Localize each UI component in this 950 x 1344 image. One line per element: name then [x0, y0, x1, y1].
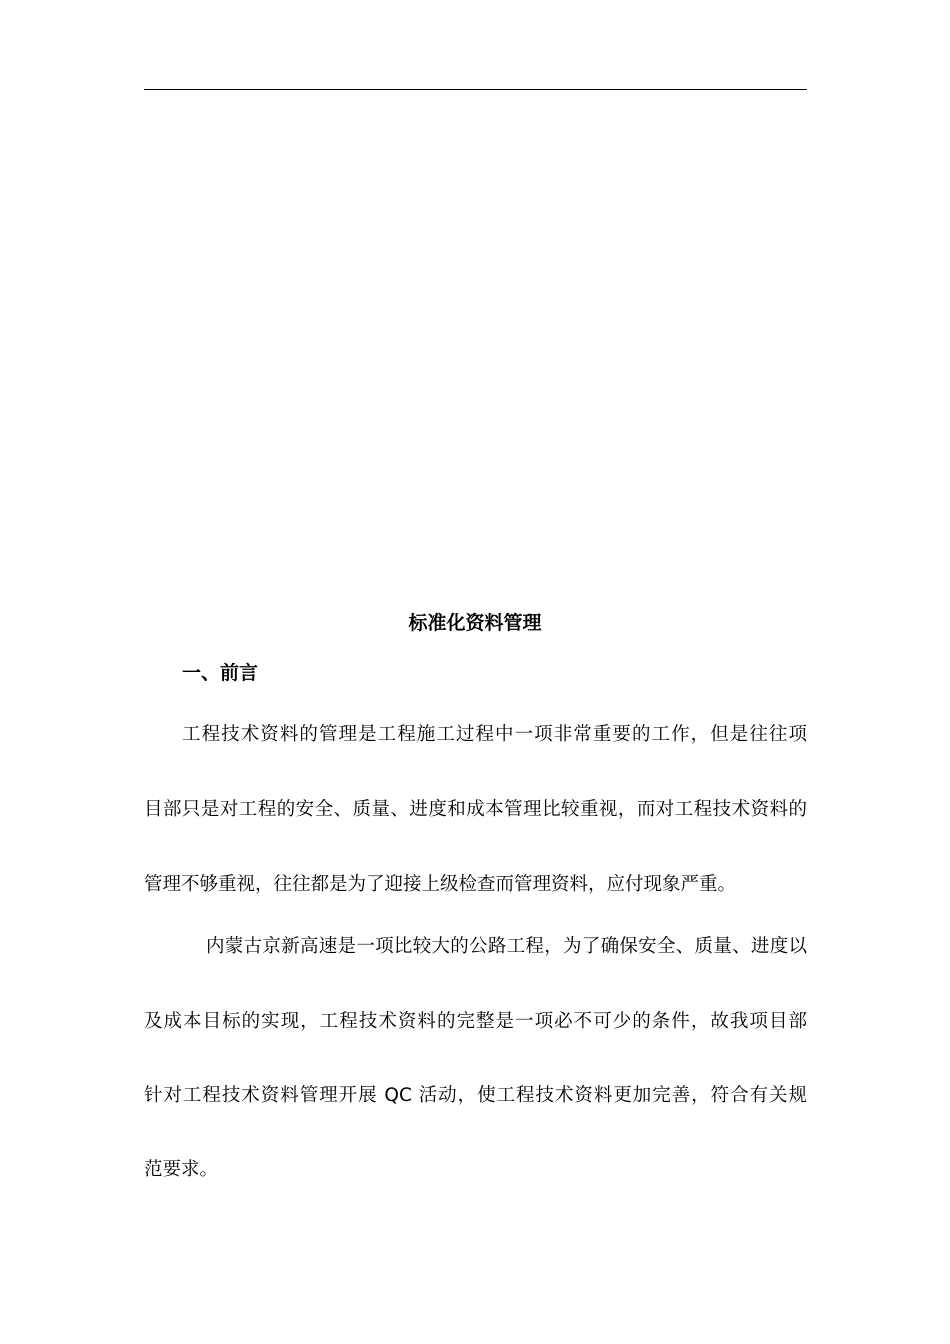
document-title: 标准化资料管理: [408, 612, 542, 634]
paragraph-1-line-2: 目部只是对工程的安全、质量、进度和成本管理比较重视，而对工程技术资料的: [144, 799, 807, 820]
paragraph-1-line-3: 管理不够重视，往往都是为了迎接上级检查而管理资料，应付现象严重。: [144, 874, 737, 895]
paragraph-2-line-1: 内蒙古京新高速是一项比较大的公路工程，为了确保安全、质量、进度以: [206, 936, 807, 957]
paragraph-2-line-2: 及成本目标的实现，工程技术资料的完整是一项必不可少的条件，故我项目部: [144, 1011, 807, 1032]
header-rule: [144, 89, 807, 90]
paragraph-2-line-4: 范要求。: [144, 1159, 219, 1180]
paragraph-1-line-1: 工程技术资料的管理是工程施工过程中一项非常重要的工作，但是往往项: [182, 724, 807, 745]
paragraph-2-line-3: 针对工程技术资料管理开展 QC 活动，使工程技术资料更加完善，符合有关规: [144, 1085, 807, 1106]
section-heading-preface: 一、前言: [182, 662, 259, 684]
